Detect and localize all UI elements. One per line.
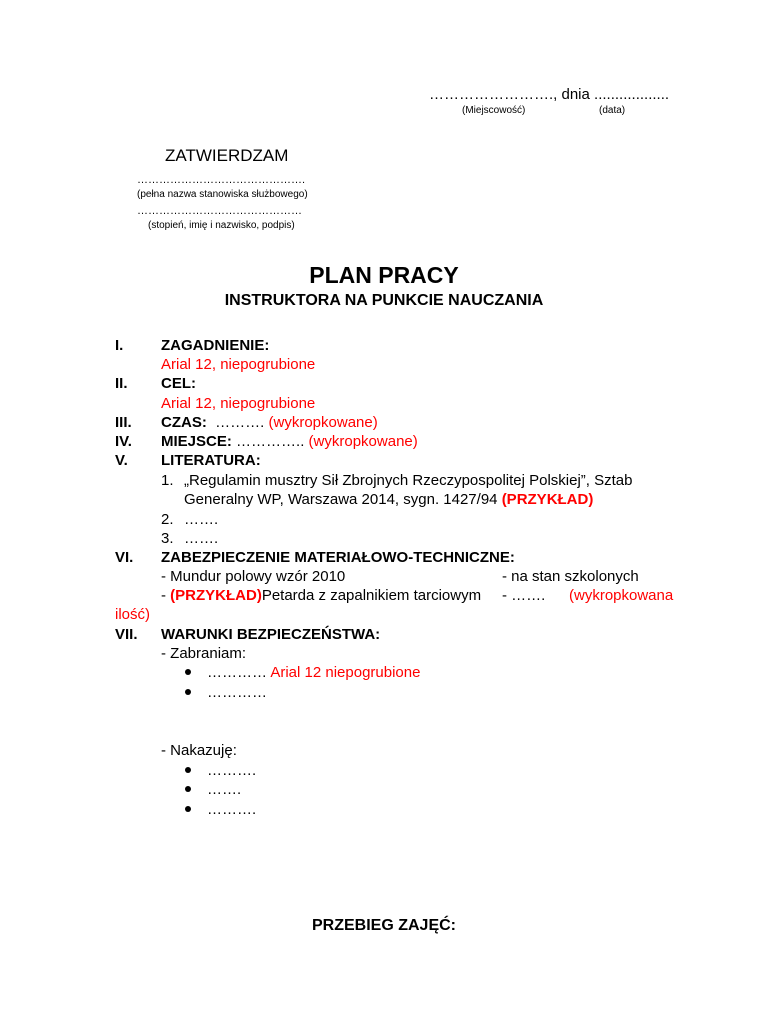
section-heading-cel: CEL:: [161, 375, 196, 392]
literature-item-3: …….: [184, 530, 219, 547]
section-number: IV.: [115, 433, 132, 450]
forbid-item-note: Arial 12 niepogrubione: [270, 664, 421, 681]
literature-item-2: …….: [184, 511, 219, 528]
czas-dots: ……….: [215, 414, 265, 431]
document-title: PLAN PRACY: [309, 262, 459, 288]
bullet-icon: [185, 689, 191, 695]
forbid-item-2: …………: [207, 684, 267, 701]
equipment-item-2-quantity: - …….: [502, 587, 546, 604]
bullet-icon: [185, 669, 191, 675]
section-number: II.: [115, 375, 128, 392]
section-line-czas: [161, 414, 378, 431]
place-date-line: ……………………., dnia ..................: [429, 86, 670, 103]
signature-label: (stopień, imię i nazwisko, podpis): [148, 220, 295, 231]
document-subtitle: INSTRUKTORA NA PUNKCIE NAUCZANIA: [224, 292, 544, 309]
section-heading-literatura: LITERATURA:: [161, 452, 261, 469]
section-heading-warunki: WARUNKI BEZPIECZEŃSTWA:: [161, 626, 381, 643]
miejsce-note: (wykropkowane): [308, 433, 418, 450]
order-label: - Nakazuję:: [161, 742, 237, 759]
forbid-item-dots: …………: [207, 664, 267, 681]
equipment-item-1: - Mundur polowy wzór 2010: [161, 568, 346, 585]
section-number: III.: [115, 414, 132, 431]
section-note: Arial 12, niepogrubione: [161, 356, 316, 373]
equipment-dash: -: [161, 587, 166, 604]
czas-note: (wykropkowane): [268, 414, 378, 431]
position-label: (pełna nazwa stanowiska służbowego): [137, 189, 308, 200]
section-heading-zabezpieczenie: ZABEZPIECZENIE MATERIAŁOWO-TECHNICZNE:: [161, 549, 515, 566]
date-label: (data): [599, 105, 626, 116]
approval-title: ZATWIERDZAM: [165, 146, 289, 165]
section-number: V.: [115, 452, 128, 469]
literature-item-1-line-1: „Regulamin musztry Sił Zbrojnych Rzeczypospolitej Polskiej”, Sztab: [184, 472, 633, 489]
section-heading-zagadnienie: ZAGADNIENIE:: [161, 337, 270, 354]
example-marker: (PRZYKŁAD): [170, 587, 262, 604]
literature-item-1-text: Generalny WP, Warszawa 2014, sygn. 1427/94: [184, 491, 498, 508]
order-item-2: …….: [207, 781, 242, 798]
przebieg-heading: PRZEBIEG ZAJĘĆ:: [311, 917, 456, 934]
section-number: VI.: [115, 549, 134, 566]
forbid-item-1: [207, 664, 420, 681]
equipment-item-2: [161, 587, 481, 604]
forbid-label: - Zabraniam:: [161, 645, 247, 662]
place-label: (Miejscowość): [462, 105, 526, 116]
section-number: I.: [115, 337, 124, 354]
literature-item-number: 2.: [161, 511, 174, 528]
equipment-item-2-note-cont: ilość): [115, 606, 151, 623]
section-number: VII.: [115, 626, 138, 643]
section-note: Arial 12, niepogrubione: [161, 395, 316, 412]
equipment-item-2-text: Petarda z zapalnikiem tarciowym: [261, 587, 482, 604]
literature-item-1-line-2: [184, 491, 593, 508]
bullet-icon: [185, 767, 191, 773]
section-heading-miejsce: MIEJSCE:: [161, 433, 232, 450]
example-marker: (PRZYKŁAD): [501, 491, 594, 508]
literature-item-number: 3.: [161, 530, 174, 547]
approval-dots-1: ……………………………………….: [137, 174, 306, 186]
bullet-icon: [185, 806, 191, 812]
bullet-icon: [185, 786, 191, 792]
miejsce-dots: …………..: [236, 433, 305, 450]
section-heading-czas: CZAS:: [161, 414, 207, 431]
order-item-3: ……….: [207, 801, 257, 818]
equipment-item-2-note: (wykropkowana: [569, 587, 674, 604]
approval-dots-2: ………………………………………: [137, 205, 302, 217]
section-line-miejsce: [161, 433, 418, 450]
literature-item-number: 1.: [161, 472, 174, 489]
equipment-item-1-quantity: - na stan szkolonych: [502, 568, 639, 585]
order-item-1: ……….: [207, 762, 257, 779]
